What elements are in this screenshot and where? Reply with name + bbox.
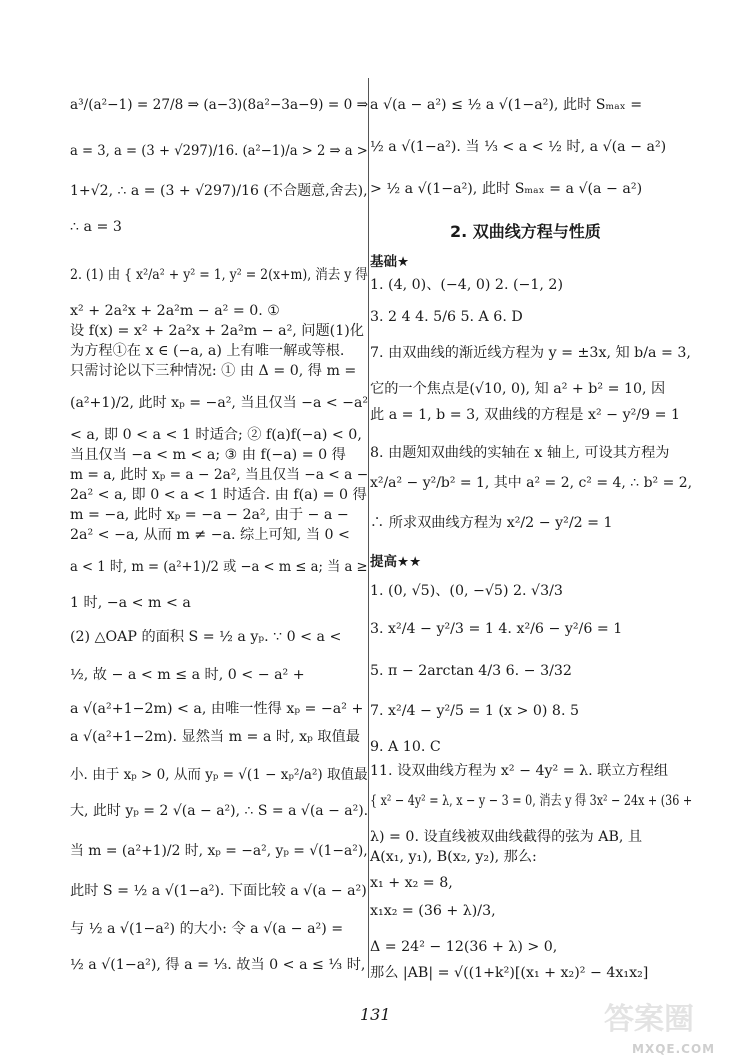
right-line: 提高★★ [370,554,422,570]
right-line: 基础★ [370,254,410,270]
right-line: x₁ + x₂ = 8, [370,875,453,891]
left-line: 当 m = (a²+1)/2 时, xₚ = −a², yₚ = √(1−a²), [70,843,368,859]
right-line: 那么 |AB| = √((1+k²)[(x₁ + x₂)² − 4x₁x₂] [370,965,649,981]
right-line: 5. π − 2arctan 4/3 6. − 3/32 [370,663,572,679]
right-line: a √(a − a²) ≤ ½ a √(1−a²), 此时 Sₘₐₓ = [370,97,643,113]
right-line: 2. 双曲线方程与性质 [450,222,601,241]
left-line: m = a, 此时 xₚ = a − 2a², 当且仅当 −a < a − [70,467,369,483]
left-line: (2) △OAP 的面积 S = ½ a yₚ. ∵ 0 < a < [70,629,342,645]
left-line: 2a² < a, 即 0 < a < 1 时适合. 由 f(a) = 0 得 [70,487,367,503]
right-line: A(x₁, y₁), B(x₂, y₂), 那么: [370,849,537,865]
right-line: 9. A 10. C [370,739,441,755]
left-line: a √(a²+1−2m) < a, 由唯一性得 xₚ = −a² + [70,701,364,717]
left-line: 1+√2, ∴ a = (3 + √297)/16 (不合题意,舍去), [70,183,368,199]
left-line: < a, 即 0 < a < 1 时适合; ② f(a)f(−a) < 0, [70,427,362,443]
right-line: 3. x²/4 − y²/3 = 1 4. x²/6 − y²/6 = 1 [370,621,623,637]
right-line: Δ = 24² − 12(36 + λ) > 0, [370,939,558,955]
right-line: λ) = 0. 设直线被双曲线截得的弦为 AB, 且 [370,829,643,845]
right-line: x₁x₂ = (36 + λ)/3, [370,903,496,919]
right-line: 它的一个焦点是(√10, 0), 知 a² + b² = 10, 因 [370,381,666,397]
left-line: 大, 此时 yₚ = 2 √(a − a²), ∴ S = a √(a − a²). [70,803,369,819]
right-line: x²/a² − y²/b² = 1, 其中 a² = 2, c² = 4, ∴ b² = 2, [370,475,693,491]
left-line: a < 1 时, m = (a²+1)/2 或 −a < m ≤ a; 当 a ≥ [70,559,368,575]
left-line: ½ a √(1−a²), 得 a = ⅓. 故当 0 < a ≤ ⅓ 时, [70,957,366,973]
right-line: 11. 设双曲线方程为 x² − 4y² = λ. 联立方程组 [370,763,669,779]
left-line: (a²+1)/2, 此时 xₚ = −a², 当且仅当 −a < −a² [70,395,369,411]
right-line: 此 a = 1, b = 3, 双曲线的方程是 x² − y²/9 = 1 [370,407,681,423]
left-line: 设 f(x) = x² + 2a²x + 2a²m − a², 问题(1)化 [70,323,364,339]
left-line: 1 时, −a < m < a [70,595,191,611]
left-line: m = −a, 此时 xₚ = −a − 2a², 由于 − a − [70,507,349,523]
column-divider [368,78,369,978]
right-line: 7. x²/4 − y²/5 = 1 (x > 0) 8. 5 [370,703,579,719]
left-line: 当且仅当 −a < m < a; ③ 由 f(−a) = 0 得 [70,447,346,463]
right-line: 3. 2 4 4. 5/6 5. A 6. D [370,309,523,325]
left-line: 只需讨论以下三种情况: ① 由 Δ = 0, 得 m = [70,363,357,379]
left-line: x² + 2a²x + 2a²m − a² = 0. ① [70,303,281,319]
right-line: ½ a √(1−a²). 当 ⅓ < a < ½ 时, a √(a − a²) [370,139,667,155]
left-line: 小. 由于 xₚ > 0, 从而 yₚ = √(1 − xₚ²/a²) 取值最 [70,767,368,783]
right-line: 1. (4, 0)、(−4, 0) 2. (−1, 2) [370,277,563,293]
left-line: 2a² < −a, 从而 m ≠ −a. 综上可知, 当 0 < [70,527,350,543]
left-line: a³/(a²−1) = 27/8 ⇒ (a−3)(8a²−3a−9) = 0 ⇒ [70,97,369,113]
left-line: a √(a²+1−2m). 显然当 m = a 时, xₚ 取值最 [70,729,360,745]
right-line: 1. (0, √5)、(0, −√5) 2. √3/3 [370,583,563,599]
left-line: 为方程①在 x ∈ (−a, a) 上有唯一解或等根. [70,343,345,359]
right-line: 7. 由双曲线的渐近线方程为 y = ±3x, 知 b/a = 3, [370,345,691,361]
right-line: ∴ 所求双曲线方程为 x²/2 − y²/2 = 1 [370,515,613,531]
left-line: ½, 故 − a < m ≤ a 时, 0 < − a² + [70,667,305,683]
svg-text:答案圈: 答案圈 [604,1002,694,1037]
left-line: 与 ½ a √(1−a²) 的大小: 令 a √(a − a²) = [70,921,344,937]
page-number: 131 [360,1005,391,1024]
left-line: 此时 S = ½ a √(1−a²). 下面比较 a √(a − a²) [70,883,367,899]
left-line: a = 3, a = (3 + √297)/16. (a²−1)/a > 2 ⇒ a > [70,143,368,159]
right-line: 8. 由题知双曲线的实轴在 x 轴上, 可设其方程为 [370,445,670,461]
left-line: 2. (1) 由 { x²/a² + y² = 1, y² = 2(x+m), 消去 y 得 [70,267,368,283]
left-line: ∴ a = 3 [70,219,122,235]
watermark-text: MXQE.COM [632,1042,716,1056]
right-line: > ½ a √(1−a²), 此时 Sₘₐₓ = a √(a − a²) [370,181,643,197]
right-line: { x² − 4y² = λ, x − y − 3 = 0, 消去 y 得 3x² − 24x + (36 + [370,793,693,809]
